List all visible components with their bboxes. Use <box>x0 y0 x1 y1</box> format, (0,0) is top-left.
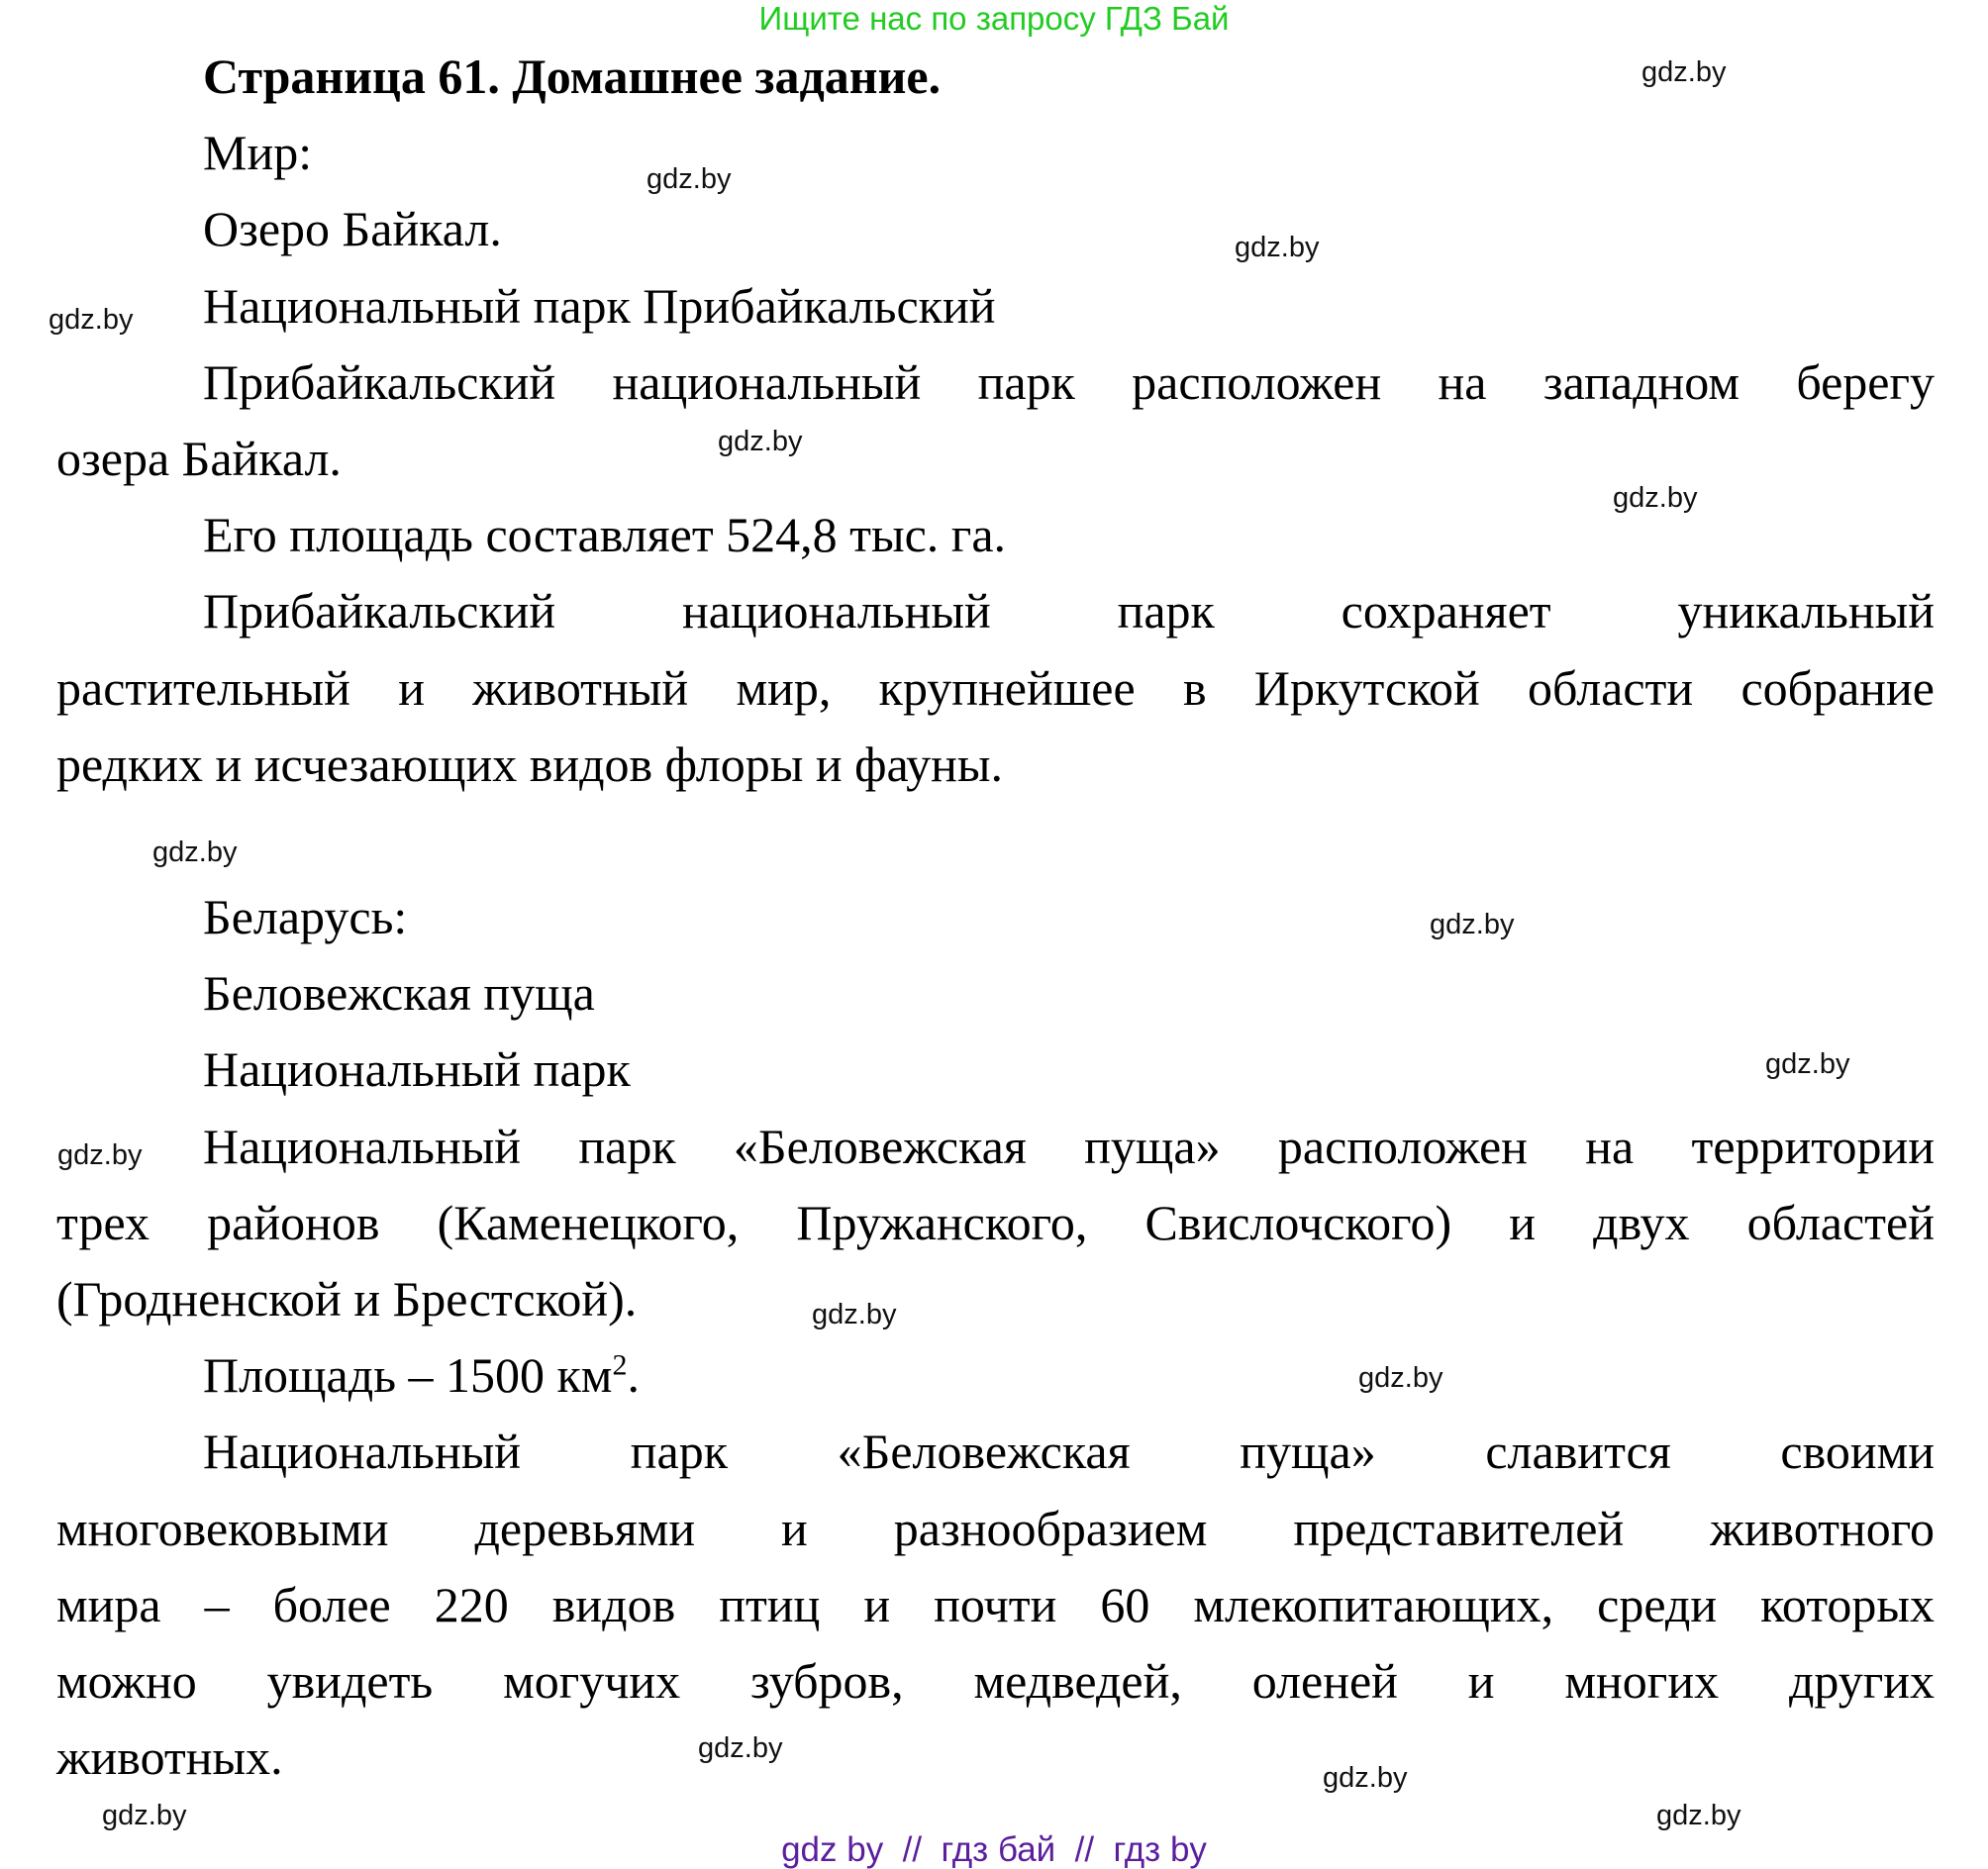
watermark: gdz.by <box>1430 909 1515 940</box>
search-banner: Ищите нас по запросу ГДЗ Бай <box>758 0 1230 37</box>
watermark: gdz.by <box>1641 56 1727 88</box>
watermark: gdz.by <box>1613 482 1698 514</box>
belarus-area <box>203 1337 640 1414</box>
watermark: gdz.by <box>152 836 238 868</box>
world-description-line: Прибайкальский национальный парк сохраняет уникальный <box>203 583 1935 639</box>
belarus-object: Беловежская пуща <box>203 965 595 1022</box>
belarus-description-line: можно увидеть могучих зубров, медведей, оленей и многих других <box>56 1652 1935 1709</box>
belarus-area-sup: 2 <box>612 1348 628 1382</box>
watermark: gdz.by <box>812 1299 897 1330</box>
world-object: Озеро Байкал. <box>203 201 502 257</box>
watermark: gdz.by <box>1656 1800 1741 1831</box>
watermark: gdz.by <box>57 1139 143 1171</box>
watermark: gdz.by <box>49 304 134 336</box>
belarus-description-line: животных. <box>56 1729 283 1786</box>
belarus-type: Национальный парк <box>203 1041 631 1098</box>
belarus-location-line: (Гродненской и Брестской). <box>56 1271 638 1327</box>
belarus-location-line: трех районов (Каменецкого, Пружанского, Свислочского) и двух областей <box>56 1194 1935 1250</box>
watermark: gdz.by <box>1765 1048 1850 1080</box>
world-label: Мир: <box>203 125 313 181</box>
world-location-line: Прибайкальский национальный парк расположен на западном берегу <box>203 353 1935 410</box>
watermark: gdz.by <box>718 426 803 457</box>
watermark: gdz.by <box>102 1800 187 1831</box>
belarus-location-line: Национальный парк «Беловежская пуща» расположен на территории <box>203 1118 1935 1174</box>
belarus-label: Беларусь: <box>203 889 408 945</box>
watermark: gdz.by <box>698 1732 783 1764</box>
belarus-description-line: мира – более 220 видов птиц и почти 60 млекопитающих, среди которых <box>56 1576 1935 1632</box>
watermark: gdz.by <box>646 163 732 195</box>
belarus-area-text: Площадь – 1500 км <box>203 1347 613 1404</box>
watermark: gdz.by <box>1235 232 1320 263</box>
world-description-line: редких и исчезающих видов флоры и фауны. <box>56 736 1004 792</box>
page-title: Страница 61. Домашнее задание. <box>203 49 942 104</box>
watermark: gdz.by <box>1358 1362 1443 1394</box>
homework-document <box>56 39 1935 1796</box>
footer-links[interactable]: gdz by // гдз бай // гдз by <box>781 1830 1207 1869</box>
belarus-description-line: Национальный парк «Беловежская пуща» славится своими <box>203 1424 1935 1480</box>
belarus-description-line: многовековыми деревьями и разнообразием представителей животного <box>56 1500 1935 1556</box>
world-location-line: озера Байкал. <box>56 430 342 486</box>
world-type: Национальный парк Прибайкальский <box>203 277 996 334</box>
belarus-area-end: . <box>627 1347 640 1404</box>
watermark: gdz.by <box>1323 1762 1408 1794</box>
world-area: Его площадь составляет 524,8 тыс. га. <box>203 507 1007 563</box>
world-description-line: растительный и животный мир, крупнейшее в Иркутской области собрание <box>56 659 1935 716</box>
